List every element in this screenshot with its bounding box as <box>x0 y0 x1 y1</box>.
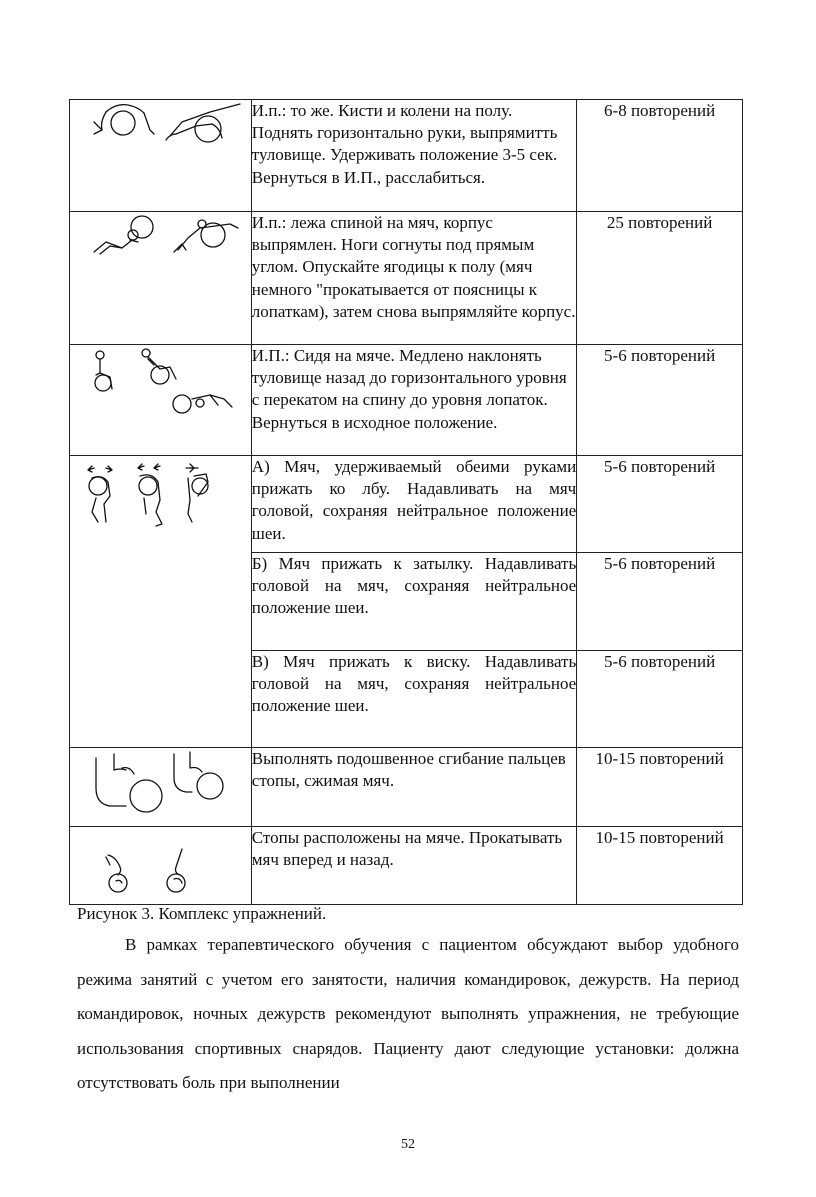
exercise-repetitions: 10-15 повторений <box>577 827 743 905</box>
exercise-description: А) Мяч, удерживаемый обеими руками прижать ко лбу. Надавливать на мяч головой, сохраняя нейтральное положение шеи. <box>251 456 576 553</box>
exercise-row <box>70 827 743 905</box>
exercise-repetitions: 6-8 повторений <box>577 100 743 212</box>
foot-rolling-ball-figures-icon <box>70 827 251 903</box>
exercise-row <box>70 100 743 212</box>
page-number: 52 <box>401 1137 415 1152</box>
exercise-row <box>70 748 743 827</box>
foot-squeeze-ball-figures-icon <box>70 748 251 826</box>
exercise-row <box>70 345 743 456</box>
exercise-row <box>70 212 743 345</box>
exercise-description: И.п.: то же. Кисти и колени на полу. Поднять горизонтально руки, выпрямитть туловище. Удерживать положение 3-5 сек. Вернуться в И.П., расслабиться. <box>251 100 576 212</box>
exercise-description: Б) Мяч прижать к затылку. Надавливать головой на мяч, сохраняя нейтральное положение шеи. <box>251 553 576 651</box>
illustration-cell <box>70 827 252 905</box>
sitting-rolling-back-figures-icon <box>70 345 251 455</box>
exercise-repetitions: 5-6 повторений <box>577 553 743 651</box>
body-paragraph: В рамках терапевтического обучения с пациентом обсуждают выбор удобного режима занятий с учетом его занятости, наличия командировок, дежурств. На период командировок, ночных дежурств рекомендуют выполнять упражнения, не требующие использования спортивных снарядов. Пациенту дают следующие установки: должна отсутствовать боль при выполнении <box>77 935 739 1093</box>
exercise-description: Выполнять подошвенное сгибание пальцев стопы, сжимая мяч. <box>251 748 576 827</box>
exercise-description: И.П.: Сидя на мяче. Медлено наклонять туловище назад до горизонтального уровня с перекатом на спину до уровня лопаток. Вернуться в исходное положение. <box>251 345 576 456</box>
exercise-repetitions: 10-15 повторений <box>577 748 743 827</box>
exercise-description: Стопы расположены на мяче. Прокатывать мяч вперед и назад. <box>251 827 576 905</box>
kneeling-on-ball-figures-icon <box>70 100 251 210</box>
illustration-cell <box>70 456 252 748</box>
exercise-repetitions: 5-6 повторений <box>577 651 743 748</box>
exercise-repetitions: 5-6 повторений <box>577 456 743 553</box>
illustration-cell <box>70 212 252 345</box>
figure-caption: Рисунок 3. Комплекс упражнений. <box>77 904 327 923</box>
exercise-repetitions: 5-6 повторений <box>577 345 743 456</box>
illustration-cell <box>70 345 252 456</box>
supine-on-ball-figures-icon <box>70 212 251 342</box>
exercise-row <box>70 456 743 553</box>
exercise-description: И.п.: лежа спиной на мяч, корпус выпрямлен. Ноги согнуты под прямым углом. Опускайте ягодицы к полу (мяч немного "прокатывается от поясницы к лопаткам), затем снова выпрямляйте корпус. <box>251 212 576 345</box>
exercise-repetitions: 25 повторений <box>577 212 743 345</box>
illustration-cell <box>70 748 252 827</box>
illustration-cell <box>70 100 252 212</box>
exercise-table <box>69 99 743 905</box>
exercise-description: В) Мяч прижать к виску. Надавливать головой на мяч, сохраняя нейтральное положение шеи. <box>251 651 576 748</box>
head-press-ball-figures-icon <box>70 456 251 746</box>
